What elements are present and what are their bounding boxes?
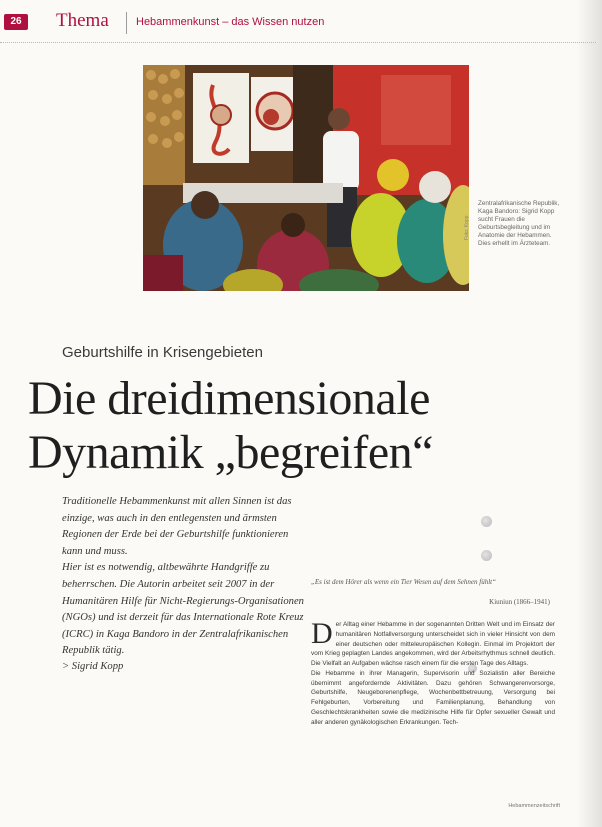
headline-line-1: Die dreidimensionale xyxy=(28,372,430,425)
quote-source: Kiuniun (1866–1941) xyxy=(489,598,550,606)
header-rule xyxy=(0,42,596,43)
article-body xyxy=(311,617,555,727)
decorative-dot xyxy=(481,516,492,527)
body-paragraph-text: er Alltag einer Hebamme in der sogenannten Dritten Welt und im Einsatz der humanitären Notfallversorgung unterscheidet sich in vieler Hinsicht von dem einer deutschen oder mitteleuropäischen Kollegin. Einmal im Projektort der vom Krieg geplagten Landes angekommen, wird der Arbeitsrhythmus schnell deutlich. Die Vielfalt an Aufgaben wächse rasch einem für die ersten Tage des Alltags. xyxy=(311,621,555,667)
body-paragraph xyxy=(311,617,555,669)
article-photo xyxy=(143,65,469,291)
section-subtitle: Hebammenkunst – das Wissen nutzen xyxy=(136,16,325,28)
article-kicker: Geburtshilfe in Krisengebieten xyxy=(62,344,263,361)
page-footer: Hebammenzeitschrift xyxy=(508,803,560,809)
intro-paragraph: Traditionelle Hebammenkunst mit allen Sinnen ist das einzige, was auch in den entlegensten und ärmsten Regionen der Erde bei der Geburtshilfe funktionieren kann und muss. xyxy=(62,496,292,557)
decorative-dot xyxy=(481,550,492,561)
intro-paragraph: Hier ist es notwendig, altbewährte Handgriffe zu beherrschen. Die Autorin arbeitet seit 2007 in der Humanitären Hilfe für Nicht-Regierungs-Organisationen (NGOs) und ist derzeit für das Internationale Rote Kreuz (ICRC) in Kaga Bandoro in der Zentralafrikanischen Republik tätig. xyxy=(62,562,304,657)
page-header xyxy=(0,10,602,38)
page-number: 26 xyxy=(4,14,28,30)
headline-line-2: Dynamik „begreifen“ xyxy=(28,426,433,479)
section-title: Thema xyxy=(56,10,109,31)
drop-cap: D xyxy=(311,617,333,650)
article-author: > Sigrid Kopp xyxy=(62,661,124,672)
header-divider xyxy=(126,12,127,34)
article-intro xyxy=(62,494,304,660)
article-headline xyxy=(28,372,588,480)
body-paragraph: Die Hebamme in ihrer Managerin, Supervisorin und Sozialistin aller Bereiche übernimmt angefordernde Aktivitäten. Dazu gehören Schwangerenvorsorge, Geburtshilfe, Neugeborenenpflege, Wochenbettbetreuung, Versorgung bei Fehlgeburten, Vorbereitung und Familienplanung, Behandlung von Geschlechtskrankheiten sowie die medizinische Hilfe für Opfer sexueller Gewalt und aller anderen gynäkologischen Erkrankungen. Tech- xyxy=(311,669,555,726)
photo-caption: Zentralafrikanische Republik, Kaga Bandoro: Sigrid Kopp sucht Frauen die Geburtsbegleitung und im Anatomie der Hebammen. Dies erhellt im Ärzteteam. xyxy=(478,200,560,247)
pull-quote: „Es ist dem Hörer als wenn ein Tier Wesen auf dem Sehnen fühlt“ xyxy=(311,578,496,586)
photo-credit: Foto: Kopp xyxy=(464,215,470,240)
